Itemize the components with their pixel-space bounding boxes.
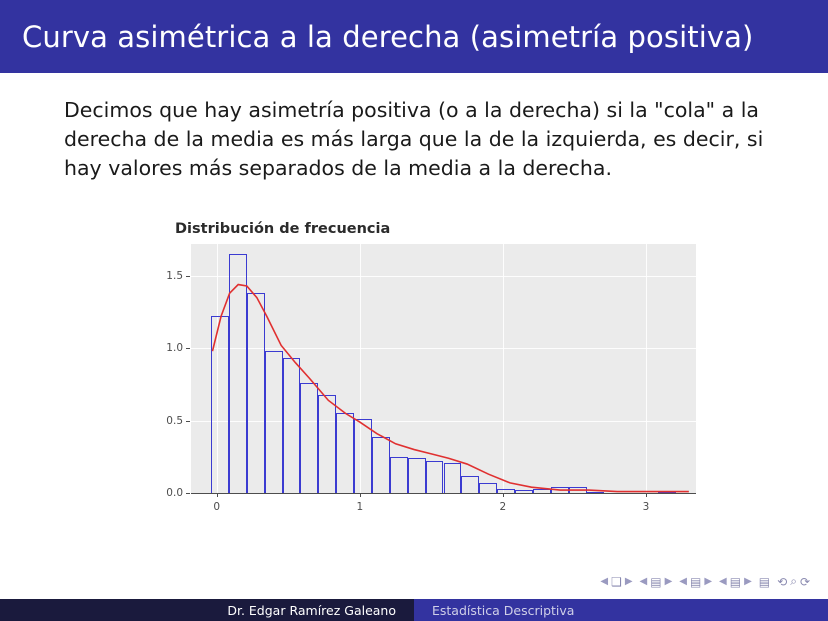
square-icon: ❑ bbox=[611, 574, 622, 589]
slide-footer bbox=[0, 599, 828, 621]
nav-back-forward[interactable] bbox=[777, 574, 810, 589]
chevron-left-icon: ◀ bbox=[600, 576, 609, 587]
nav-current-frame[interactable] bbox=[759, 575, 770, 589]
x-axis-line bbox=[191, 493, 696, 494]
chevron-left-icon: ◀ bbox=[719, 576, 727, 587]
x-axis-tick-label: 3 bbox=[642, 501, 650, 513]
x-axis-tick-label: 2 bbox=[499, 501, 507, 513]
chevron-right-icon: ▶ bbox=[664, 576, 673, 587]
chevron-left-icon: ◀ bbox=[679, 576, 687, 587]
y-axis-tick-mark bbox=[186, 276, 190, 277]
y-axis-tick-label: 1.5 bbox=[166, 269, 183, 282]
undo-icon: ⟲ bbox=[777, 574, 788, 589]
page-icon: ▤ bbox=[650, 574, 662, 589]
plot-area bbox=[191, 244, 696, 493]
x-axis-tick-label: 1 bbox=[356, 501, 364, 513]
y-axis-tick-label: 0.5 bbox=[166, 414, 183, 427]
x-axis-tick-label: 0 bbox=[213, 501, 221, 513]
chevron-right-icon: ▶ bbox=[704, 576, 713, 587]
slide-title-bar bbox=[0, 0, 828, 73]
page-icon: ▤ bbox=[729, 574, 742, 589]
chevron-right-icon: ▶ bbox=[744, 576, 752, 587]
footer-section: Estadística Descriptiva bbox=[414, 599, 828, 621]
nav-prev-frame[interactable] bbox=[719, 575, 752, 589]
chevron-right-icon: ▶ bbox=[624, 576, 633, 587]
y-axis-tick-label: 0.0 bbox=[166, 487, 183, 499]
beamer-nav-bar[interactable] bbox=[600, 574, 810, 589]
page-icon: ▤ bbox=[758, 574, 771, 589]
slide-body-text: Decimos que hay asimetría positiva (o a la derecha) si la "cola" a la derecha de la media es más larga que la de la izquierda, es decir, si hay valores más separados de la media a la derecha. bbox=[64, 98, 764, 180]
chevron-left-icon: ◀ bbox=[639, 576, 648, 587]
density-curve bbox=[191, 244, 696, 493]
redo-icon: ⟳ bbox=[799, 574, 810, 589]
y-axis-tick-mark bbox=[186, 348, 190, 349]
figure-title: Distribución de frecuencia bbox=[175, 221, 391, 237]
nav-prev-subsection[interactable] bbox=[679, 575, 712, 589]
page-icon: ▤ bbox=[690, 574, 702, 589]
y-axis-tick-mark bbox=[186, 493, 190, 494]
nav-first-slide[interactable] bbox=[600, 575, 632, 589]
search-icon: ⌕ bbox=[790, 574, 797, 588]
y-axis-tick-mark bbox=[186, 421, 190, 422]
page-title: Curva asimétrica a la derecha (asimetría positiva) bbox=[22, 19, 754, 54]
footer-author: Dr. Edgar Ramírez Galeano bbox=[0, 599, 414, 621]
y-axis-tick-label: 1.0 bbox=[166, 342, 183, 355]
nav-prev-section[interactable] bbox=[640, 575, 673, 589]
histogram-figure bbox=[153, 216, 698, 534]
